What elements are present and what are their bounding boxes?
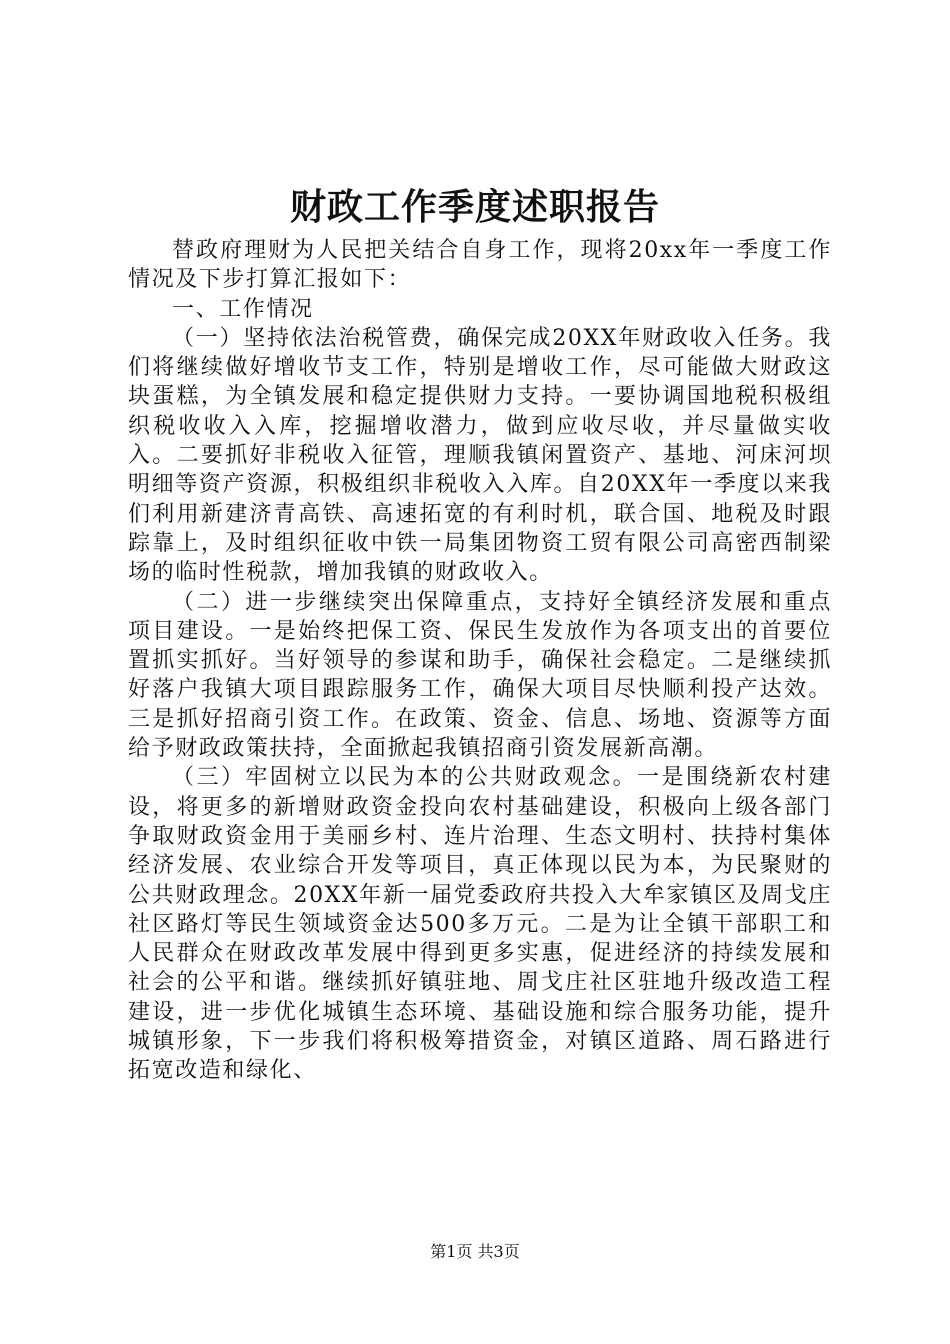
- page-number-footer: 第1页 共3页: [430, 1242, 520, 1261]
- body-paragraph-2: （二）进一步继续突出保障重点，支持好全镇经济发展和重点项目建设。一是始终把保工资、保民生发放作为各项支出的首要位置抓实抓好。当好领导的参谋和助手，确保社会稳定。二是继续抓好落户我镇大项目跟踪服务工作，确保大项目尽快顺利投产达效。三是抓好招商引资工作。在政策、资金、信息、场地、资源等方面给予财政政策扶持，全面掀起我镇招商引资发展新高潮。: [128, 589, 832, 762]
- body-paragraph-1: （一）坚持依法治税管费，确保完成20XX年财政收入任务。我们将继续做好增收节支工作，特别是增收工作，尽可能做大财政这块蛋糕，为全镇发展和稳定提供财力支持。一要协调国地税积极组织税收收入入库，挖掘增收潜力，做到应收尽收，并尽量做实收入。二要抓好非税收入征管，理顺我镇闲置资产、基地、河床河坝明细等资产资源，积极组织非税收入入库。自20XX年一季度以来我们利用新建济青高铁、高速拓宽的有利时机，联合国、地税及时跟踪靠上，及时组织征收中铁一局集团物资工贸有限公司高密西制梁场的临时性税款，增加我镇的财政收入。: [128, 325, 832, 586]
- document-body: [128, 236, 832, 1086]
- body-paragraph-3: （三）牢固树立以民为本的公共财政观念。一是围绕新农村建设，将更多的新增财政资金投向农村基础建设，积极向上级各部门争取财政资金用于美丽乡村、连片治理、生态文明村、扶持村集体经济发展、农业综合开发等项目，真正体现以民为本，为民聚财的公共财政理念。20XX年新一届党委政府共投入大牟家镇区及周戈庄社区路灯等民生领域资金达500多万元。二是为让全镇干部职工和人民群众在财政改革发展中得到更多实惠，促进经济的持续发展和社会的公平和谐。继续抓好镇驻地、周戈庄社区驻地升级改造工程建设，进一步优化城镇生态环境、基础设施和综合服务功能，提升城镇形象，下一步我们将积极筹措资金，对镇区道路、周石路进行拓宽改造和绿化、: [128, 765, 832, 1084]
- section-heading: 一、工作情况: [172, 296, 314, 322]
- intro-paragraph: 替政府理财为人民把关结合自身工作，现将20xx年一季度工作情况及下步打算汇报如下：: [128, 238, 832, 293]
- document-title: 财政工作季度述职报告: [289, 186, 660, 228]
